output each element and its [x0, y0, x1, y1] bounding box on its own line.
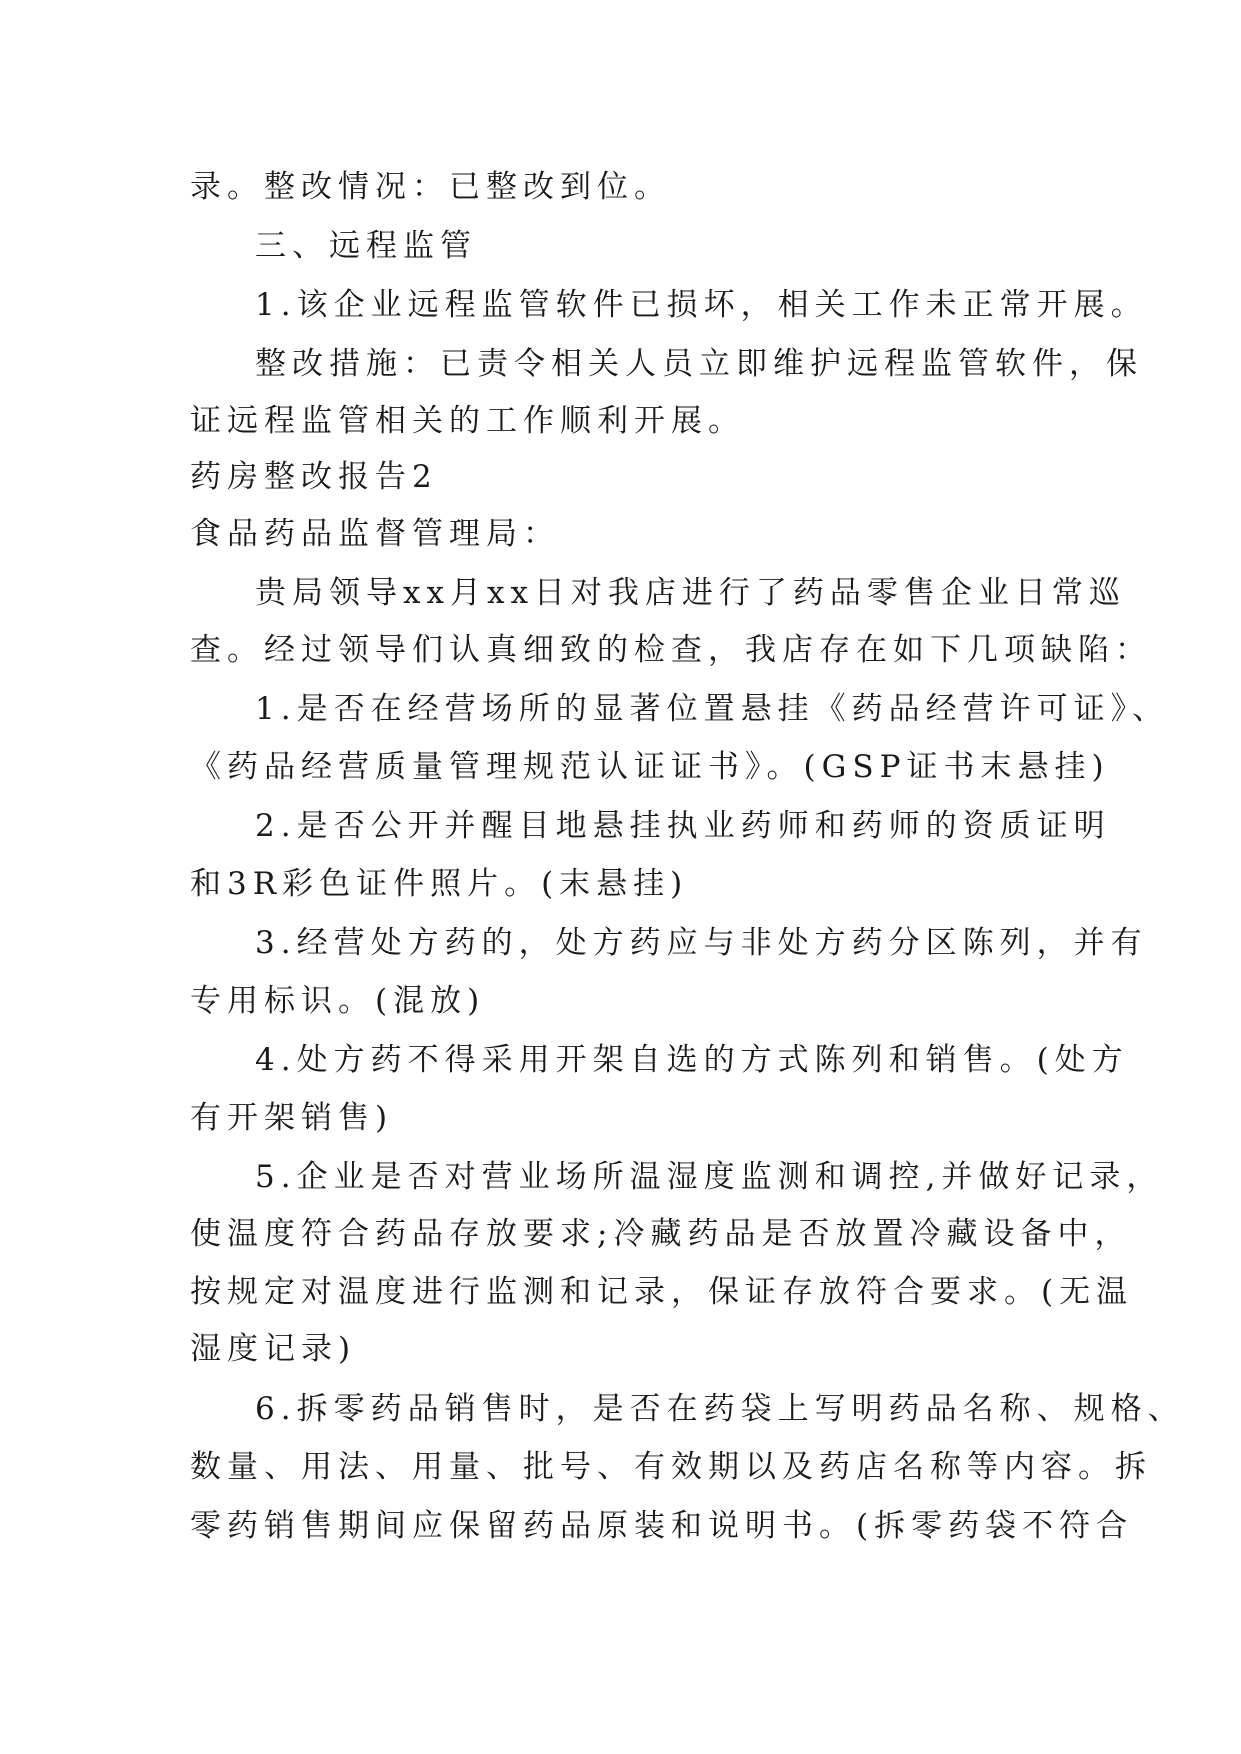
text-line: 1.该企业远程监管软件已损坏，相关工作未正常开展。 — [255, 287, 1148, 323]
text-line: 证远程监管相关的工作顺利开展。 — [190, 403, 745, 439]
text-line: 使温度符合药品存放要求;冷藏药品是否放置冷藏设备中， — [190, 1216, 1132, 1252]
section-heading: 三、远程监管 — [255, 228, 477, 264]
text-line: 和3R彩色证件照片。(末悬挂) — [190, 866, 689, 902]
text-line: 专用标识。(混放) — [190, 983, 486, 1019]
text-line: 零药销售期间应保留药品原装和说明书。(拆零药袋不符合 — [190, 1508, 1134, 1544]
text-line: 录。整改情况：已整改到位。 — [190, 169, 671, 205]
text-line: 2.是否公开并醒目地悬挂执业药师和药师的资质证明 — [255, 808, 1111, 844]
text-line: 查。经过领导们认真细致的检查，我店存在如下几项缺陷： — [190, 632, 1152, 668]
text-line: 4.处方药不得采用开架自选的方式陈列和销售。(处方 — [255, 1042, 1129, 1078]
text-line: 5.企业是否对营业场所温湿度监测和调控,并做好记录， — [255, 1159, 1164, 1195]
text-line: 湿度记录) — [190, 1331, 357, 1367]
text-line: 《药品经营质量管理规范认证证书》。(GSP证书末悬挂) — [190, 749, 1110, 785]
text-line: 数量、用法、用量、批号、有效期以及药店名称等内容。拆 — [190, 1449, 1152, 1485]
report-title: 药房整改报告2 — [190, 459, 438, 495]
recipient-line: 食品药品监督管理局： — [190, 516, 560, 552]
text-line: 1.是否在经营场所的显著位置悬挂《药品经营许可证》、 — [255, 691, 1170, 727]
text-line: 有开架销售) — [190, 1100, 394, 1136]
text-line: 贵局领导xx月xx日对我店进行了药品零售企业日常巡 — [255, 575, 1126, 611]
text-line: 整改措施：已责令相关人员立即维护远程监管软件，保 — [255, 346, 1143, 382]
text-line: 6.拆零药品销售时，是否在药袋上写明药品名称、规格、 — [255, 1391, 1185, 1427]
text-line: 按规定对温度进行监测和记录，保证存放符合要求。(无温 — [190, 1274, 1134, 1310]
text-line: 3.经营处方药的，处方药应与非处方药分区陈列，并有 — [255, 925, 1148, 961]
